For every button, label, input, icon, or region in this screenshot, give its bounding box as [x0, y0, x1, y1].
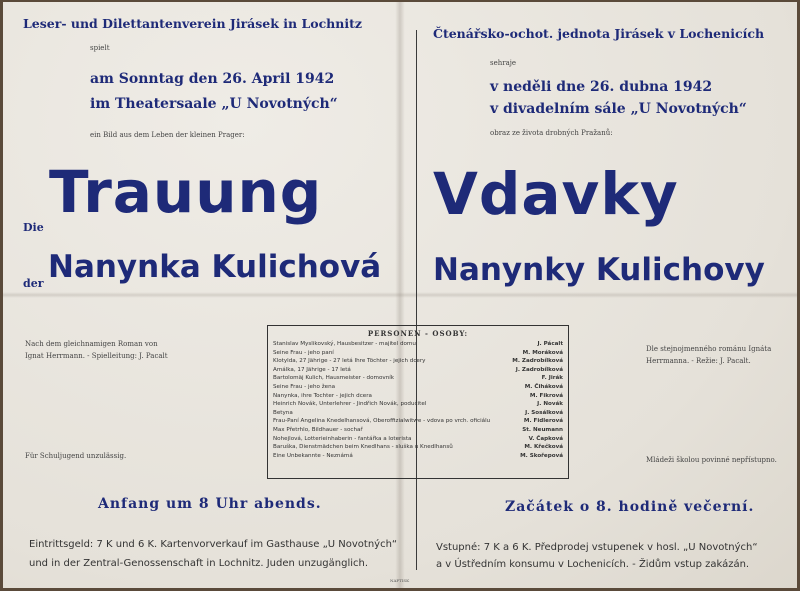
cast-role: Stanislav Myslikovský, Hausbesitzer - majitel domu — [273, 341, 416, 347]
right-name: Nanynky Kulichovy — [433, 252, 765, 288]
cast-row — [273, 452, 563, 461]
left-date: am Sonntag den 26. April 1942 — [90, 71, 335, 87]
cast-row — [273, 340, 563, 349]
right-source-line2: Herrmanna. - Režie: J. Pacalt. — [646, 357, 751, 365]
cast-role: Betyna — [273, 409, 293, 416]
cast-actor: J. Novák — [537, 401, 563, 408]
right-admission-line1: Vstupné: 7 K a 6 K. Předprodej vstupenek v hosl. „U Novotných“ — [436, 542, 758, 553]
right-title: Vdavky — [433, 160, 679, 228]
left-name: Nanynka Kulichová — [48, 249, 382, 285]
cast-row — [273, 357, 563, 366]
cast-role: Max Přetrhlo, Bildhauer - sochař — [273, 426, 363, 433]
right-subtitle: obraz ze života drobných Pražanů: — [490, 129, 613, 137]
center-divider — [416, 30, 417, 570]
cast-rows — [273, 340, 563, 460]
right-youth-note: Mládeži školou povinné nepřístupno. — [646, 456, 777, 464]
left-title: Trauung — [49, 158, 323, 226]
cast-title: PERSONEN - OSOBY: — [367, 329, 469, 338]
cast-role: Seine Frau - jeho paní — [273, 349, 334, 356]
cast-actor: St. Neumann — [522, 426, 563, 433]
cast-role: Nanynka, ihre Tochter - jejich dcera — [273, 392, 372, 399]
right-source-line1: Dle stejnojmenného románu Ignáta — [646, 345, 772, 353]
cast-list — [267, 325, 569, 479]
left-verb: spielt — [90, 44, 110, 52]
cast-actor: J. Sosálková — [525, 409, 563, 416]
cast-row — [273, 349, 563, 358]
cast-row — [273, 374, 563, 383]
cast-row — [273, 417, 563, 426]
cast-role: Frau-Paní Angelina Knedelhansová, Oberoffizialwitwe - vdova po vrch. oficiálu — [273, 418, 491, 425]
cast-role: Nohejlová, Lotterieinhaberin - fantářka a loterista — [273, 435, 412, 442]
cast-actor: M. Skořepová — [520, 452, 563, 459]
cast-role: Klotylda, 27 Jährige - 27 letá Ihre Töchter - jejich dcery — [273, 358, 426, 365]
right-date: v neděli dne 26. dubna 1942 — [490, 79, 713, 95]
left-admission-line1: Eintrittsgeld: 7 K und 6 K. Kartenvorverkauf im Gasthause „U Novotných“ — [29, 539, 398, 550]
cast-row — [273, 366, 563, 375]
cast-row — [273, 409, 563, 418]
cast-actor: M. Čiháková — [524, 383, 563, 390]
left-admission-line2: und in der Zentral-Genossenschaft in Lochnitz. Juden unzugänglich. — [29, 558, 369, 569]
cast-role: Eine Unbekannte - Neznámá — [273, 452, 353, 459]
right-start-time: Začátek o 8. hodině večerní. — [505, 499, 755, 515]
cast-actor: M. Fidlerová — [523, 418, 563, 425]
left-venue: im Theatersaale „U Novotných“ — [90, 96, 338, 112]
cast-row — [273, 426, 563, 435]
left-article-der: der — [23, 277, 44, 290]
left-youth-note: Für Schuljugend unzulässig. — [25, 452, 127, 460]
cast-actor: V. Čapková — [528, 435, 563, 442]
left-article-die: Die — [23, 221, 44, 234]
cast-row — [273, 392, 563, 401]
cast-row — [273, 400, 563, 409]
right-venue: v divadelním sále „U Novotných“ — [490, 101, 747, 117]
left-start-time: Anfang um 8 Uhr abends. — [98, 496, 322, 512]
left-header: Leser- und Dilettantenverein Jirásek in Lochnitz — [23, 16, 362, 31]
cast-actor: M. Zadrobílková — [512, 358, 563, 365]
cast-row — [273, 435, 563, 444]
cast-role: Baruška, Dienstmädchen beim Knedlhans - sluška u Knedlhansů — [273, 444, 453, 451]
cast-actor: M. Křečková — [524, 444, 563, 451]
right-verb: sehraje — [490, 59, 517, 67]
cast-role: Seine Frau - jeho žena — [273, 383, 336, 390]
cast-actor: F. Jirák — [541, 375, 563, 382]
poster — [3, 2, 797, 588]
cast-role: Amálka, 17 Jährige - 17 letá — [273, 366, 351, 373]
left-subtitle: ein Bild aus dem Leben der kleinen Prager: — [90, 131, 245, 139]
cast-actor: J. Pácalt — [537, 341, 563, 347]
cast-row — [273, 443, 563, 452]
cast-actor: M. Fikrová — [529, 392, 563, 399]
cast-role: Heinrich Novák, Unterlehrer - Jindřich Novák, podučitel — [273, 401, 427, 408]
right-header: Čtenářsko-ochot. jednota Jirásek v Lochenicích — [433, 26, 765, 41]
left-source-line2: Ignat Herrmann. - Spielleitung: J. Pacalt — [25, 352, 168, 360]
cast-actor: J. Zadrobílková — [515, 366, 563, 373]
cast-row — [273, 383, 563, 392]
cast-role: Bartolomäj Kulich, Hausmeister - domovník — [273, 375, 395, 382]
right-admission-line2: a v Ústředním konsumu v Lochenicích. - Židům vstup zakázán. — [436, 559, 750, 570]
printer-mark: NAPTISK — [390, 578, 410, 583]
left-source-line1: Nach dem gleichnamigen Roman von — [25, 340, 158, 348]
cast-actor: M. Moráková — [522, 349, 563, 356]
